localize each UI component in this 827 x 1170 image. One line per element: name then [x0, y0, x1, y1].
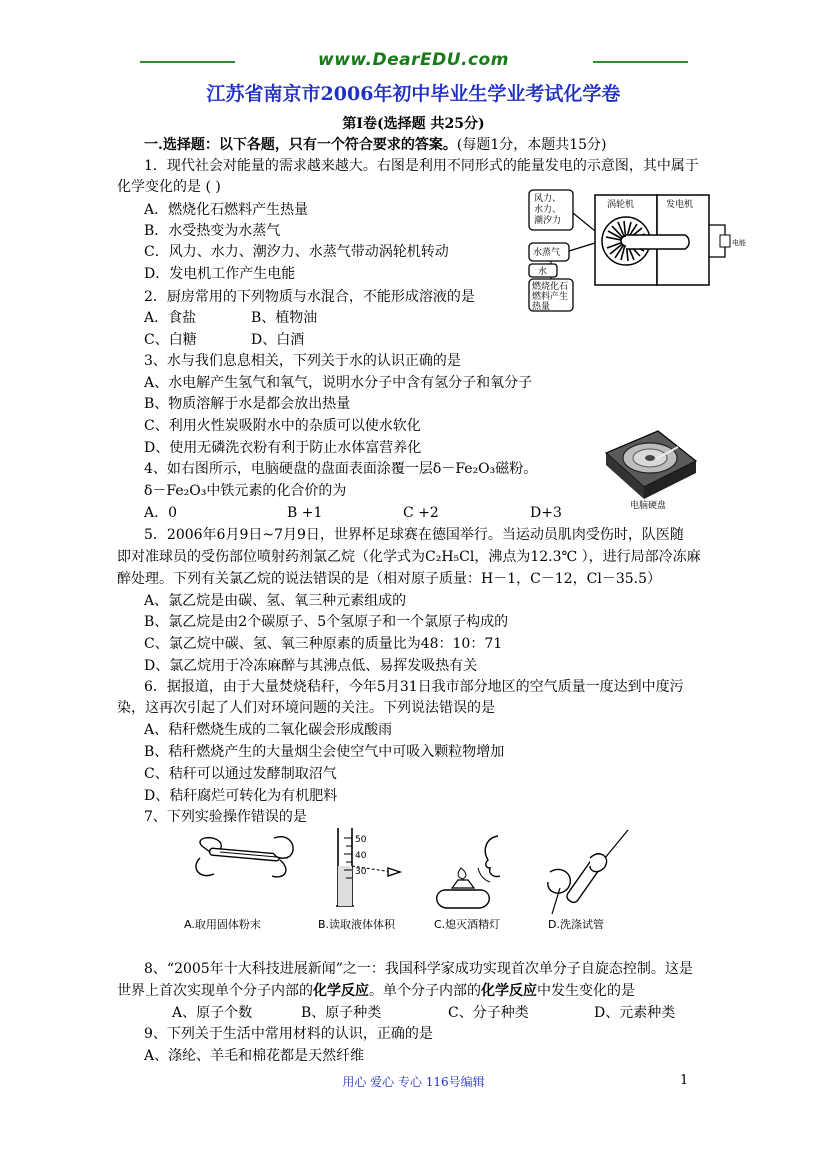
label-d: D.洗涤试管: [548, 918, 604, 931]
q3-option-b: B、物质溶解于水是都会放出热量: [144, 396, 351, 412]
scale-40: 40: [355, 851, 367, 861]
page-footer: 用心 爱心 专心 116号编辑: [342, 1075, 485, 1089]
q4-stem: 4、如右图所示，电脑硬盘的盘面表面涂覆一层δ－Fe₂O₃磁粉。: [144, 461, 538, 477]
header-bar-left: [140, 61, 235, 63]
q1-option-c: C．风力、水力、潮汐力、水蒸气带动涡轮机转动: [144, 244, 449, 260]
q9-option-a: A、涤纶、羊毛和棉花都是天然纤维: [144, 1048, 365, 1064]
q5-option-b: B、氯乙烷是由2个碳原子、5个氢原子和一个氯原子构成的: [144, 614, 509, 630]
output-label: 电能: [732, 239, 746, 247]
q1-option-b: B．水受热变为水蒸气: [144, 223, 281, 239]
q2-option-b: B、植物油: [251, 310, 318, 326]
q3-stem: 3、水与我们息息相关，下列关于水的认识正确的是: [144, 353, 461, 369]
figure-d-test-tube: [548, 830, 628, 914]
q8-line-2: [117, 981, 635, 1001]
generator-shaft: [626, 235, 689, 249]
section-heading-text: 一.选择题：以下各题，只有一个符合要求的答案。: [144, 137, 457, 153]
q1-option-a: A．燃烧化石燃料产生热量: [144, 202, 309, 218]
q8-line-1: 8、“2005年十大科技进展新闻”之一：我国科学家成功实现首次单分子自旋态控制。这是: [144, 961, 693, 977]
q1-option-d: D．发电机工作产生电能: [144, 266, 296, 282]
generator-label: 发电机: [666, 200, 694, 210]
q8-l2c: 。单个分子内部的: [369, 983, 481, 999]
power-generation-diagram: [520, 183, 750, 315]
q4-option-d: D+3: [530, 505, 562, 521]
q2-stem: 2．厨房常用的下列物质与水混合，不能形成溶液的是: [144, 289, 475, 305]
q4-option-c: C +2: [403, 505, 439, 521]
q1-stem-1: 1．现代社会对能量的需求越来越大。右图是利用不同形式的能量发电的示意图，其中属于: [144, 158, 699, 174]
q8-option-a: A、原子个数: [172, 1005, 253, 1021]
q8-l2a: 世界上首次实现单个分子内部的: [117, 983, 313, 999]
q8-l2e: 中发生变化的是: [537, 983, 635, 999]
q6-option-d: D、秸秆腐烂可转化为有机肥料: [144, 788, 338, 804]
lab-operations-figure: [180, 828, 640, 938]
q8-l2d: 化学反应: [481, 983, 537, 999]
q5-option-a: A、氯乙烷是由碳、氢、氧三种元素组成的: [144, 593, 407, 609]
site-header: www.DearEDU.com: [318, 50, 509, 70]
q3-option-d: D、使用无磷洗衣粉有利于防止水体富营养化: [144, 440, 422, 456]
scale-30: 30: [355, 867, 367, 877]
box1-line3: 潮汐力: [534, 216, 562, 226]
q5-line-1: 5．2006年6月9日~7月9日，世界杯足球赛在德国举行。当运动员肌肉受伤时，队医随: [144, 527, 684, 543]
label-c: C.熄灭酒精灯: [434, 918, 501, 931]
q8-option-d: D、元素种类: [594, 1005, 676, 1021]
q4-stem-2: δ－Fe₂O₃中铁元素的化合价的为: [144, 483, 347, 499]
q7-stem: 7、下列实验操作错误的是: [144, 809, 307, 825]
scale-50: 50: [355, 835, 367, 845]
q6-option-b: B、秸秆燃烧产生的大量烟尘会使空气中可吸入颗粒物增加: [144, 744, 505, 760]
hard-disk-figure: [600, 425, 700, 513]
q3-option-a: A、水电解产生氢气和氧气，说明水分子中含有氢分子和氧分子: [144, 375, 533, 391]
box2-label: 水蒸气: [533, 248, 561, 258]
q5-option-c: C、氯乙烷中碳、氢、氧三种原素的质量比为48：10：71: [144, 636, 503, 652]
q6-option-c: C、秸秆可以通过发酵制取沼气: [144, 766, 337, 782]
hard-disk-label: 电脑硬盘: [630, 501, 667, 511]
box1-line1: 风力、: [534, 194, 562, 204]
page-number: 1: [680, 1073, 689, 1088]
q2-option-c: C、白糖: [144, 332, 197, 348]
figure-c-alcohol-lamp: [437, 836, 500, 908]
q9-stem: 9、下列关于生活中常用材料的认识，正确的是: [144, 1026, 433, 1042]
label-b: B.读取液体体积: [318, 918, 396, 931]
section-heading: [144, 135, 607, 155]
q4-option-b: B +1: [287, 505, 323, 521]
box4-line2: 燃料产生: [532, 292, 569, 302]
exam-title: 江苏省南京市2006年初中毕业生学业考试化学卷: [206, 83, 621, 105]
section-subtitle: 第Ⅰ卷(选择题 共25分): [342, 116, 485, 132]
figure-a-powder: [196, 837, 293, 877]
q6-line-1: 6．据报道，由于大量焚烧秸秆，今年5月31日我市部分地区的空气质量一度达到中度污: [144, 679, 684, 695]
box4-line1: 燃烧化石: [532, 282, 569, 292]
box3-label: 水: [538, 267, 548, 277]
figure-b-graduated-cylinder: [336, 828, 400, 906]
q5-line-2: 即对准球员的受伤部位喷射药剂氯乙烷（化学式为C₂H₅Cl，沸点为12.3℃ ），进行局部冷冻麻: [117, 549, 701, 565]
label-a: A.取用固体粉末: [184, 918, 261, 931]
header-bar-right: [593, 61, 688, 63]
q8-option-c: C、分子种类: [448, 1005, 529, 1021]
q1-stem-2: 化学变化的是 ( ): [117, 179, 221, 195]
turbine-label: 涡轮机: [607, 200, 635, 210]
box4-line3: 热量: [532, 302, 551, 312]
q8-option-b: B、原子种类: [301, 1005, 382, 1021]
q6-option-a: A、秸秆燃烧生成的二氧化碳会形成酸雨: [144, 722, 393, 738]
box1-line2: 水力、: [534, 205, 562, 215]
q5-option-d: D、氯乙烷用于冷冻麻醉与其沸点低、易挥发吸热有关: [144, 658, 478, 674]
q2-option-d: D、白酒: [251, 332, 305, 348]
q2-option-a: A．食盐: [144, 310, 197, 326]
eye-icon: [388, 868, 400, 876]
section-note: (每题1分，本题共15分): [456, 137, 607, 153]
q3-option-c: C、利用火性炭吸附水中的杂质可以使水软化: [144, 418, 421, 434]
q4-option-a: A．0: [144, 505, 178, 521]
q5-line-3: 醉处理。下列有关氯乙烷的说法错误的是（相对原子质量：H－1，C－12，Cl－35.5）: [117, 571, 662, 587]
q8-l2b: 化学反应: [313, 983, 369, 999]
q6-line-2: 染，这再次引起了人们对环境问题的关注。下列说法错误的是: [117, 700, 495, 716]
